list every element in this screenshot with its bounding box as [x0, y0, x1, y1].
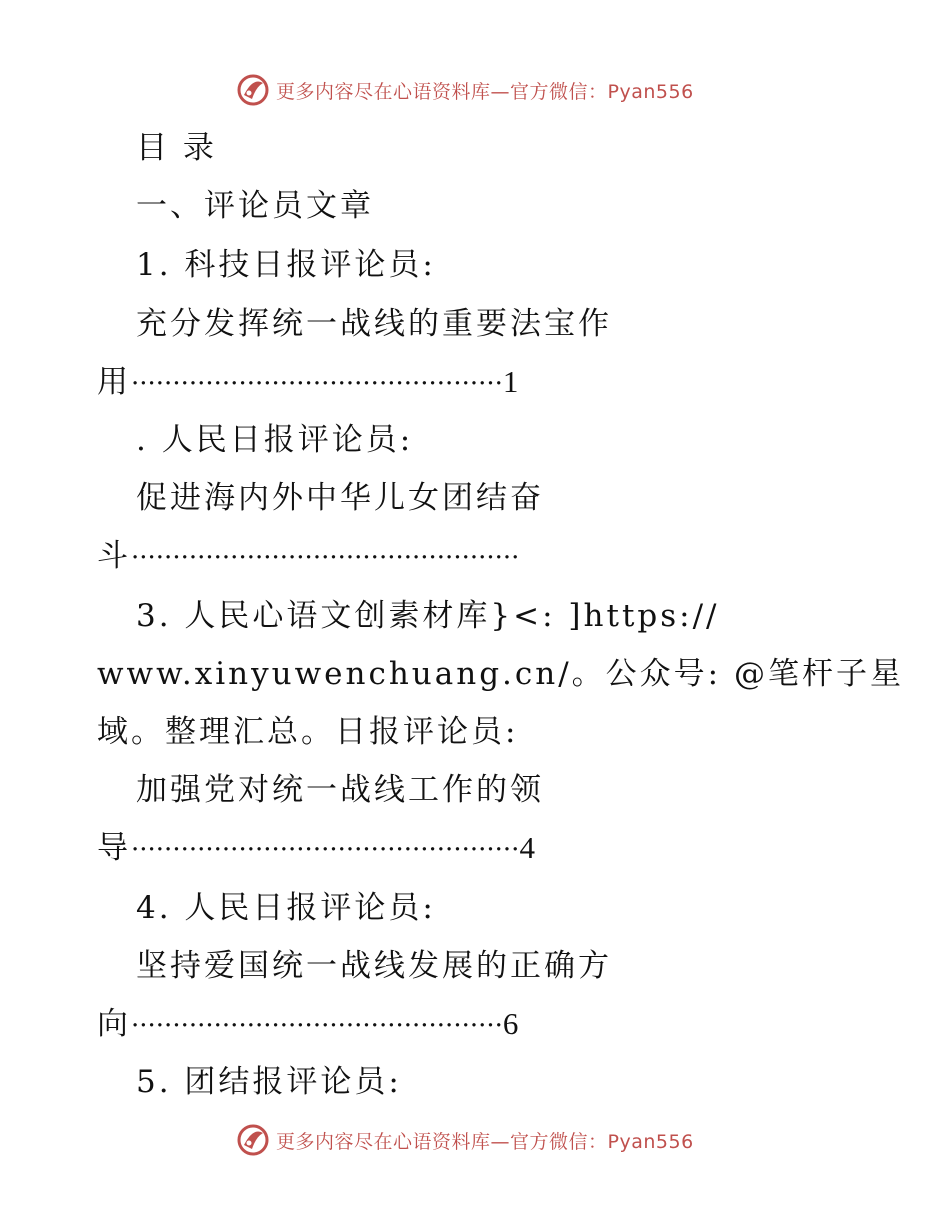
toc-item-1-title: 充分发挥统一战线的重要法宝作 — [136, 306, 612, 342]
toc-item-1-title-end: 用 — [97, 364, 131, 400]
toc-item-2-title-end: 斗 — [97, 538, 131, 574]
header-watermark — [236, 72, 756, 108]
dot-leader: ··············································· — [131, 543, 520, 573]
section-heading: 一、评论员文章 — [136, 188, 374, 224]
page-number: 6 — [502, 1006, 519, 1041]
toc-item-4-leader — [97, 1004, 518, 1044]
toc-item-1-leader — [97, 362, 518, 402]
toc-item-3-title-end: 导 — [97, 830, 131, 866]
brand-logo-icon — [236, 1123, 270, 1157]
toc-item-2-title: 促进海内外中华儿女团结奋 — [136, 480, 544, 516]
toc-item-3-heading: 3. 人民心语文创素材库}<: ]https:// — [136, 598, 720, 634]
toc-item-3-leader — [97, 828, 535, 868]
dot-leader: ··············································· — [131, 835, 520, 865]
footer-watermark-text: 更多内容尽在心语资料库—官方微信：Pyan556 — [276, 1130, 694, 1153]
brand-logo-icon — [236, 73, 270, 107]
footer-watermark — [236, 1122, 756, 1158]
toc-item-3-continuation: 域。整理汇总。日报评论员: — [97, 714, 519, 750]
dot-leader: ············································· — [131, 1011, 503, 1041]
toc-item-2-heading: . 人民日报评论员: — [136, 422, 414, 458]
header-watermark-text: 更多内容尽在心语资料库—官方微信：Pyan556 — [276, 80, 694, 103]
toc-item-3-title: 加强党对统一战线工作的领 — [136, 772, 544, 808]
page-number: 4 — [519, 830, 535, 865]
toc-item-4-title-end: 向 — [97, 1006, 131, 1042]
toc-item-4-heading: 4. 人民日报评论员: — [136, 890, 436, 926]
toc-item-3-url: www.xinyuwenchuang.cn/。公众号: @笔杆子星 — [97, 656, 904, 692]
page-number: 1 — [502, 364, 519, 399]
toc-item-2-leader — [97, 536, 519, 576]
dot-leader: ············································· — [131, 369, 503, 399]
toc-item-1-heading: 1. 科技日报评论员: — [136, 247, 436, 283]
toc-item-4-title: 坚持爱国统一战线发展的正确方 — [136, 948, 612, 984]
toc-item-5-heading: 5. 团结报评论员: — [136, 1064, 402, 1100]
toc-title: 目 录 — [136, 130, 217, 166]
